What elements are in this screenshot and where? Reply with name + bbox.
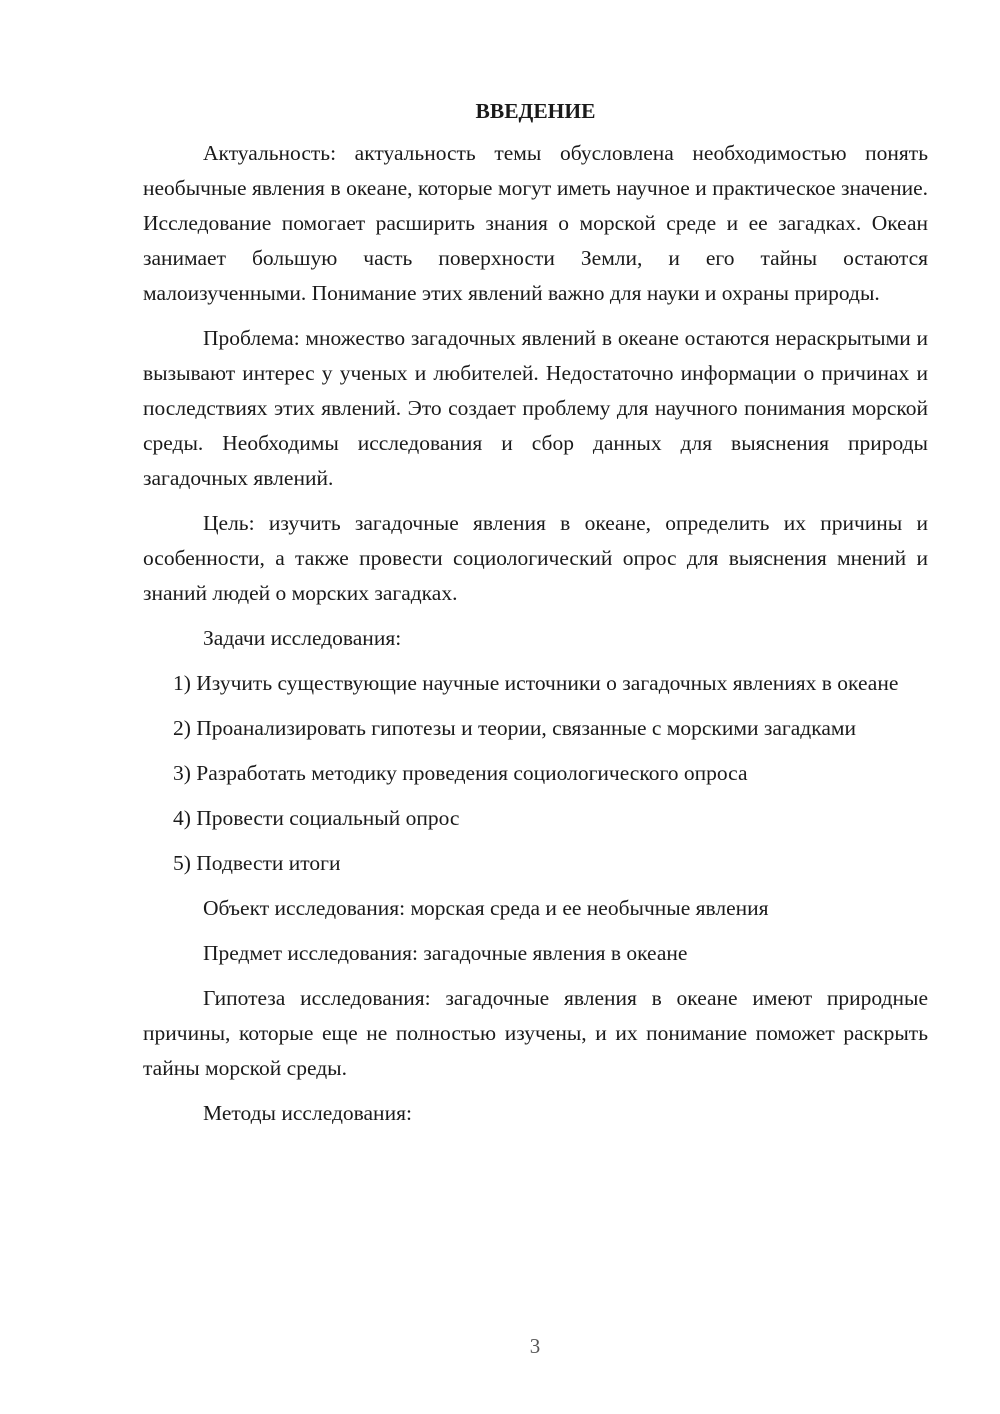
task-item-1: 1) Изучить существующие научные источники о загадочных явлениях в океане [173, 671, 899, 695]
hypothesis-paragraph: Гипотеза исследования: загадочные явления в океане имеют природные причины, которые еще не полностью изучены, и их понимание поможет раскрыть тайны морской среды. [143, 986, 928, 1080]
methods-heading: Методы исследования: [203, 1101, 412, 1125]
object-paragraph: Объект исследования: морская среда и ее необычные явления [203, 896, 769, 920]
document-page [143, 96, 928, 1141]
task-item-2: 2) Проанализировать гипотезы и теории, связанные с морскими загадками [173, 716, 856, 740]
page-number: 3 [529, 1334, 541, 1358]
tasks-heading: Задачи исследования: [203, 626, 402, 650]
task-item-3: 3) Разработать методику проведения социологического опроса [173, 761, 748, 785]
section-title: ВВЕДЕНИЕ [475, 99, 596, 123]
relevance-paragraph: Актуальность: актуальность темы обусловлена необходимостью понять необычные явления в океане, которые могут иметь научное и практическое значение. Исследование помогает расширить знания о морской среде и ее загадках. Океан занимает большую часть поверхности Земли, и его тайны остаются малоизученными. Понимание этих явлений важно для науки и охраны природы. [143, 141, 928, 305]
problem-paragraph: Проблема: множество загадочных явлений в океане остаются нераскрытыми и вызывают интерес у ученых и любителей. Недостаточно информации о причинах и последствиях этих явлений. Это создает проблему для научного понимания морской среды. Необходимы исследования и сбор данных для выяснения природы загадочных явлений. [143, 326, 928, 490]
goal-paragraph: Цель: изучить загадочные явления в океане, определить их причины и особенности, а также провести социологический опрос для выяснения мнений и знаний людей о морских загадках. [143, 511, 928, 605]
subject-paragraph: Предмет исследования: загадочные явления в океане [203, 941, 688, 965]
task-item-4: 4) Провести социальный опрос [173, 806, 460, 830]
task-item-5: 5) Подвести итоги [173, 851, 341, 875]
